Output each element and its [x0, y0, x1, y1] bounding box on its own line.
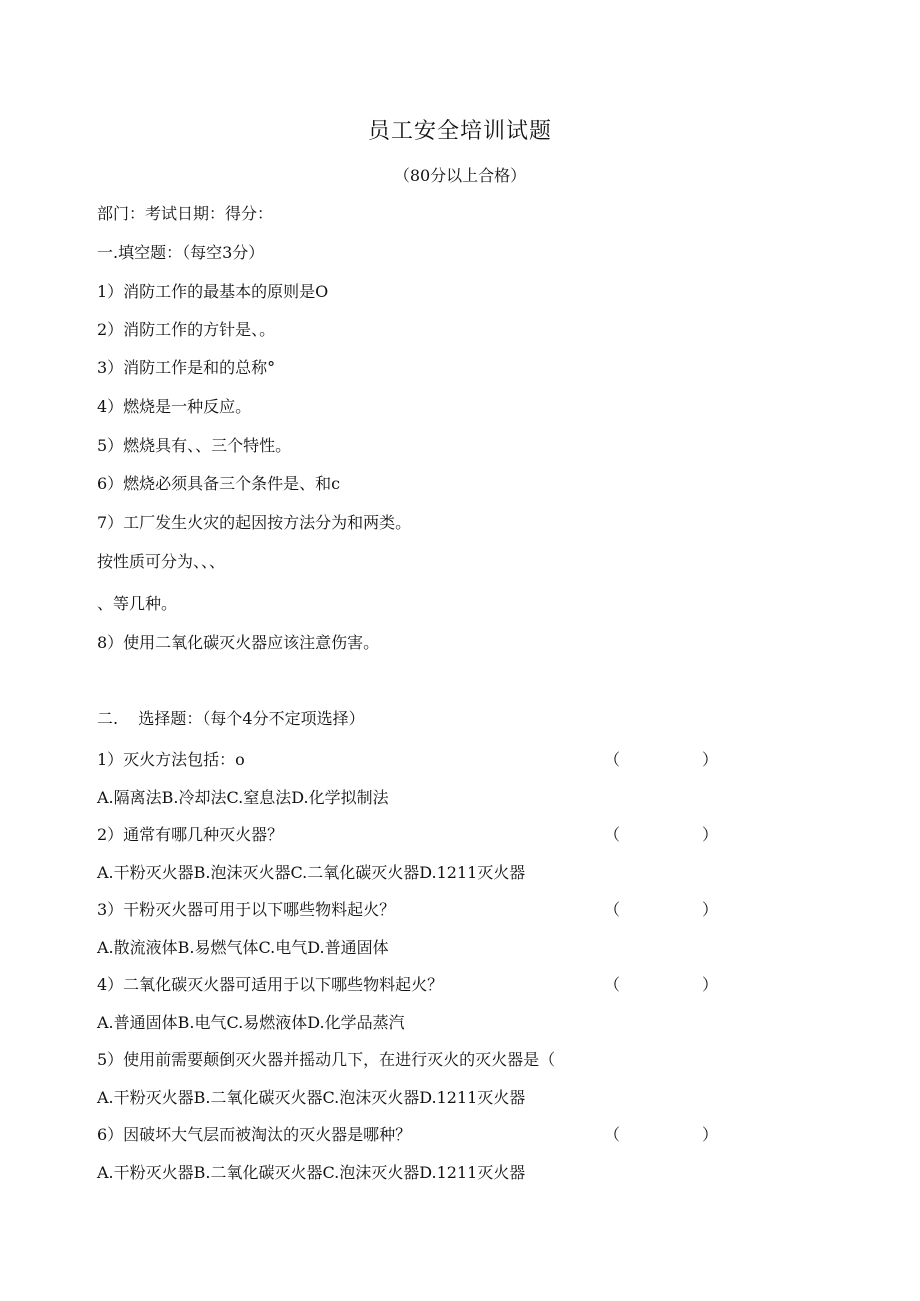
choice-options-4: A.普通固体B.电气C.易燃液体D.化学品蒸汽	[97, 1013, 405, 1032]
choice-options-6: A.干粉灭火器B.二氧化碳灭火器C.泡沫灭火器D.1211灭火器	[97, 1163, 526, 1182]
fill-item-5: 5）燃烧具有、、三个特性。	[97, 436, 292, 455]
section1-heading: 一.填空题：（每空3分）	[97, 243, 265, 262]
fill-item-2: 2）消防工作的方针是、。	[97, 320, 276, 339]
fill-item-7-cont: 按性质可分为、、、	[97, 552, 226, 571]
choice-options-2: A.干粉灭火器B.泡沫灭火器C.二氧化碳灭火器D.1211灭火器	[97, 863, 526, 882]
fill-item-7: 7）工厂发生火灾的起因按方法分为和两类。	[97, 513, 412, 532]
fill-item-7-cont2: 、等几种。	[97, 594, 178, 613]
answer-paren-close: ）	[702, 900, 719, 919]
fill-item-8: 8）使用二氧化碳灭火器应该注意伤害。	[97, 633, 380, 652]
page-title: 员工安全培训试题	[367, 119, 552, 144]
answer-paren-open: （	[604, 1125, 621, 1144]
header-fields: 部门：考试日期：得分：	[97, 204, 274, 223]
choice-question-5: 5）使用前需要颠倒灭火器并摇动几下，在进行灭火的灭火器是（	[97, 1050, 556, 1069]
answer-paren-open: （	[604, 750, 621, 769]
choice-question-6: 6）因破坏大气层而被淘汰的灭火器是哪种？	[97, 1125, 412, 1144]
choice-options-5: A.干粉灭火器B.二氧化碳灭火器C.泡沫灭火器D.1211灭火器	[97, 1088, 526, 1107]
fill-item-3: 3）消防工作是和的总称°	[97, 358, 276, 377]
answer-paren-close: ）	[702, 825, 719, 844]
choice-options-1: A.隔离法B.冷却法C.窒息法D.化学拟制法	[97, 788, 389, 807]
pass-requirement: （80分以上合格）	[393, 166, 527, 185]
section2-heading: 二. 选择题：（每个4分不定项选择）	[97, 709, 365, 728]
fill-item-1: 1）消防工作的最基本的原则是O	[97, 282, 329, 301]
choice-question-2: 2）通常有哪几种灭火器？	[97, 825, 284, 844]
fill-item-4: 4）燃烧是一种反应。	[97, 397, 252, 416]
answer-paren-close: ）	[702, 1125, 719, 1144]
choice-question-4: 4）二氧化碳灭火器可适用于以下哪些物料起火？	[97, 975, 444, 994]
answer-paren-open: （	[604, 975, 621, 994]
answer-paren-close: ）	[702, 975, 719, 994]
answer-paren-open: （	[604, 825, 621, 844]
answer-paren-close: ）	[702, 750, 719, 769]
choice-options-3: A.散流液体B.易燃气体C.电气D.普通固体	[97, 938, 389, 957]
answer-paren-open: （	[604, 900, 621, 919]
choice-question-1: 1）灭火方法包括：o	[97, 750, 245, 769]
fill-item-6: 6）燃烧必须具备三个条件是、和c	[97, 474, 341, 493]
choice-question-3: 3）干粉灭火器可用于以下哪些物料起火？	[97, 900, 396, 919]
